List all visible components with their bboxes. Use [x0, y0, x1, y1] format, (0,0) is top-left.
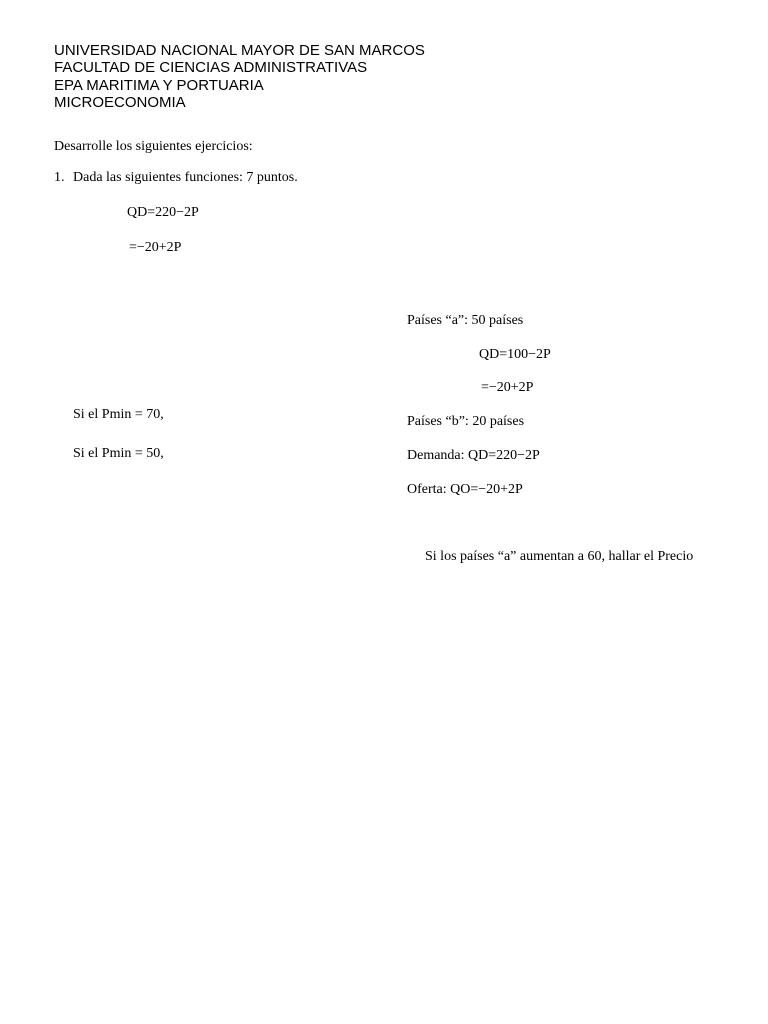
exercise-question-price: Si los países “a” aumentan a 60, hallar el Precio — [425, 549, 694, 564]
countries-b-label: Países “b”: 20 países — [407, 414, 525, 429]
exercise-1-supply-equation: =−20+2P — [129, 240, 182, 255]
exercise-1-question-b: Si el Pmin = 50, — [73, 446, 164, 461]
school-name: EPA MARITIMA Y PORTUARIA — [54, 76, 264, 94]
countries-b-demand-equation: Demanda: QD=220−2P — [407, 448, 540, 463]
faculty-name: FACULTAD DE CIENCIAS ADMINISTRATIVAS — [54, 59, 368, 77]
countries-a-supply-equation: =−20+2P — [481, 380, 534, 395]
document-header — [54, 42, 425, 112]
countries-a-demand-equation: QD=100−2P — [479, 347, 551, 362]
university-name: UNIVERSIDAD NACIONAL MAYOR DE SAN MARCOS — [54, 42, 425, 59]
instructions-text: Desarrolle los siguientes ejercicios: — [54, 139, 253, 154]
countries-b-supply-equation: Oferta: QO=−20+2P — [407, 482, 523, 497]
countries-a-label: Países “a”: 50 países — [407, 313, 524, 328]
exercise-1-number: 1. — [54, 170, 65, 185]
course-name: MICROECONOMIA — [54, 94, 186, 112]
exercise-1-statement: Dada las siguientes funciones: 7 puntos. — [73, 170, 298, 185]
exercise-1-demand-equation: QD=220−2P — [127, 205, 199, 220]
exercise-1-question-a: Si el Pmin = 70, — [73, 407, 164, 422]
